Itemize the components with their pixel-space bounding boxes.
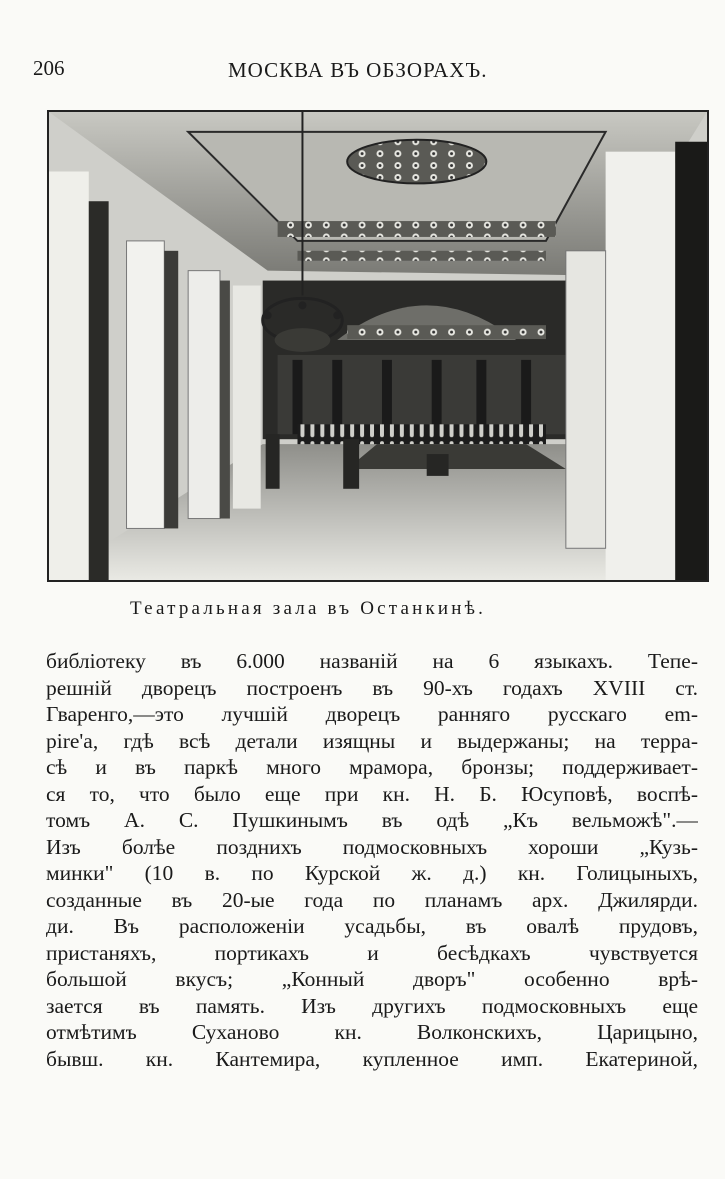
body-text	[46, 648, 698, 1072]
text-line: ся то, что было еще при кн. Н. Б. Юсуповѣ, воспѣ-	[46, 781, 698, 806]
text-line: созданные въ 20-ые года по планамъ арх. Джилярди.	[46, 887, 698, 912]
text-line: ди. Въ расположеніи усадьбы, въ овалѣ прудовъ,	[46, 914, 698, 938]
page-number: 206	[33, 56, 65, 80]
text-line: большой вкусъ; „Конный дворъ" особенно врѣ-	[46, 967, 698, 991]
text-line: Гваренго,—это лучшій дворецъ ранняго русскаго em-	[46, 702, 698, 726]
text-line: пристаняхъ, портикахъ и бесѣдкахъ чувствуется	[46, 940, 698, 965]
theatre-hall-photograph	[47, 110, 709, 582]
text-line: бывш. кн. Кантемира, купленное имп. Екатериной,	[46, 1046, 698, 1071]
text-line: томъ А. С. Пушкинымъ въ одѣ „Къ вельможѣ".—	[46, 808, 698, 832]
text-line: отмѣтимъ Суханово кн. Волконскихъ, Царицыно,	[46, 1020, 698, 1044]
text-line: минки" (10 в. по Курской ж. д.) кн. Голицыныхъ,	[46, 861, 698, 885]
text-line: библіотеку въ 6.000 названій на 6 языкахъ. Тепе-	[46, 649, 698, 673]
text-line: решній дворецъ построенъ въ 90-хъ годахъ XVIII ст.	[46, 675, 698, 700]
text-line: сѣ и въ паркѣ много мрамора, бронзы; поддерживает-	[46, 755, 698, 779]
text-line: pire'а, гдѣ всѣ детали изящны и выдержаны; на терра-	[46, 728, 698, 753]
text-line: Изъ болѣе позднихъ подмосковныхъ хороши „Кузь-	[46, 834, 698, 859]
running-header: МОСКВА ВЪ ОБЗОРАХЪ.	[228, 58, 488, 82]
text-line: зается въ память. Изъ другихъ подмосковныхъ еще	[46, 993, 698, 1018]
figure-caption: Театральная зала въ Останкинѣ.	[130, 598, 487, 619]
theatre-hall-illustration	[49, 112, 707, 580]
